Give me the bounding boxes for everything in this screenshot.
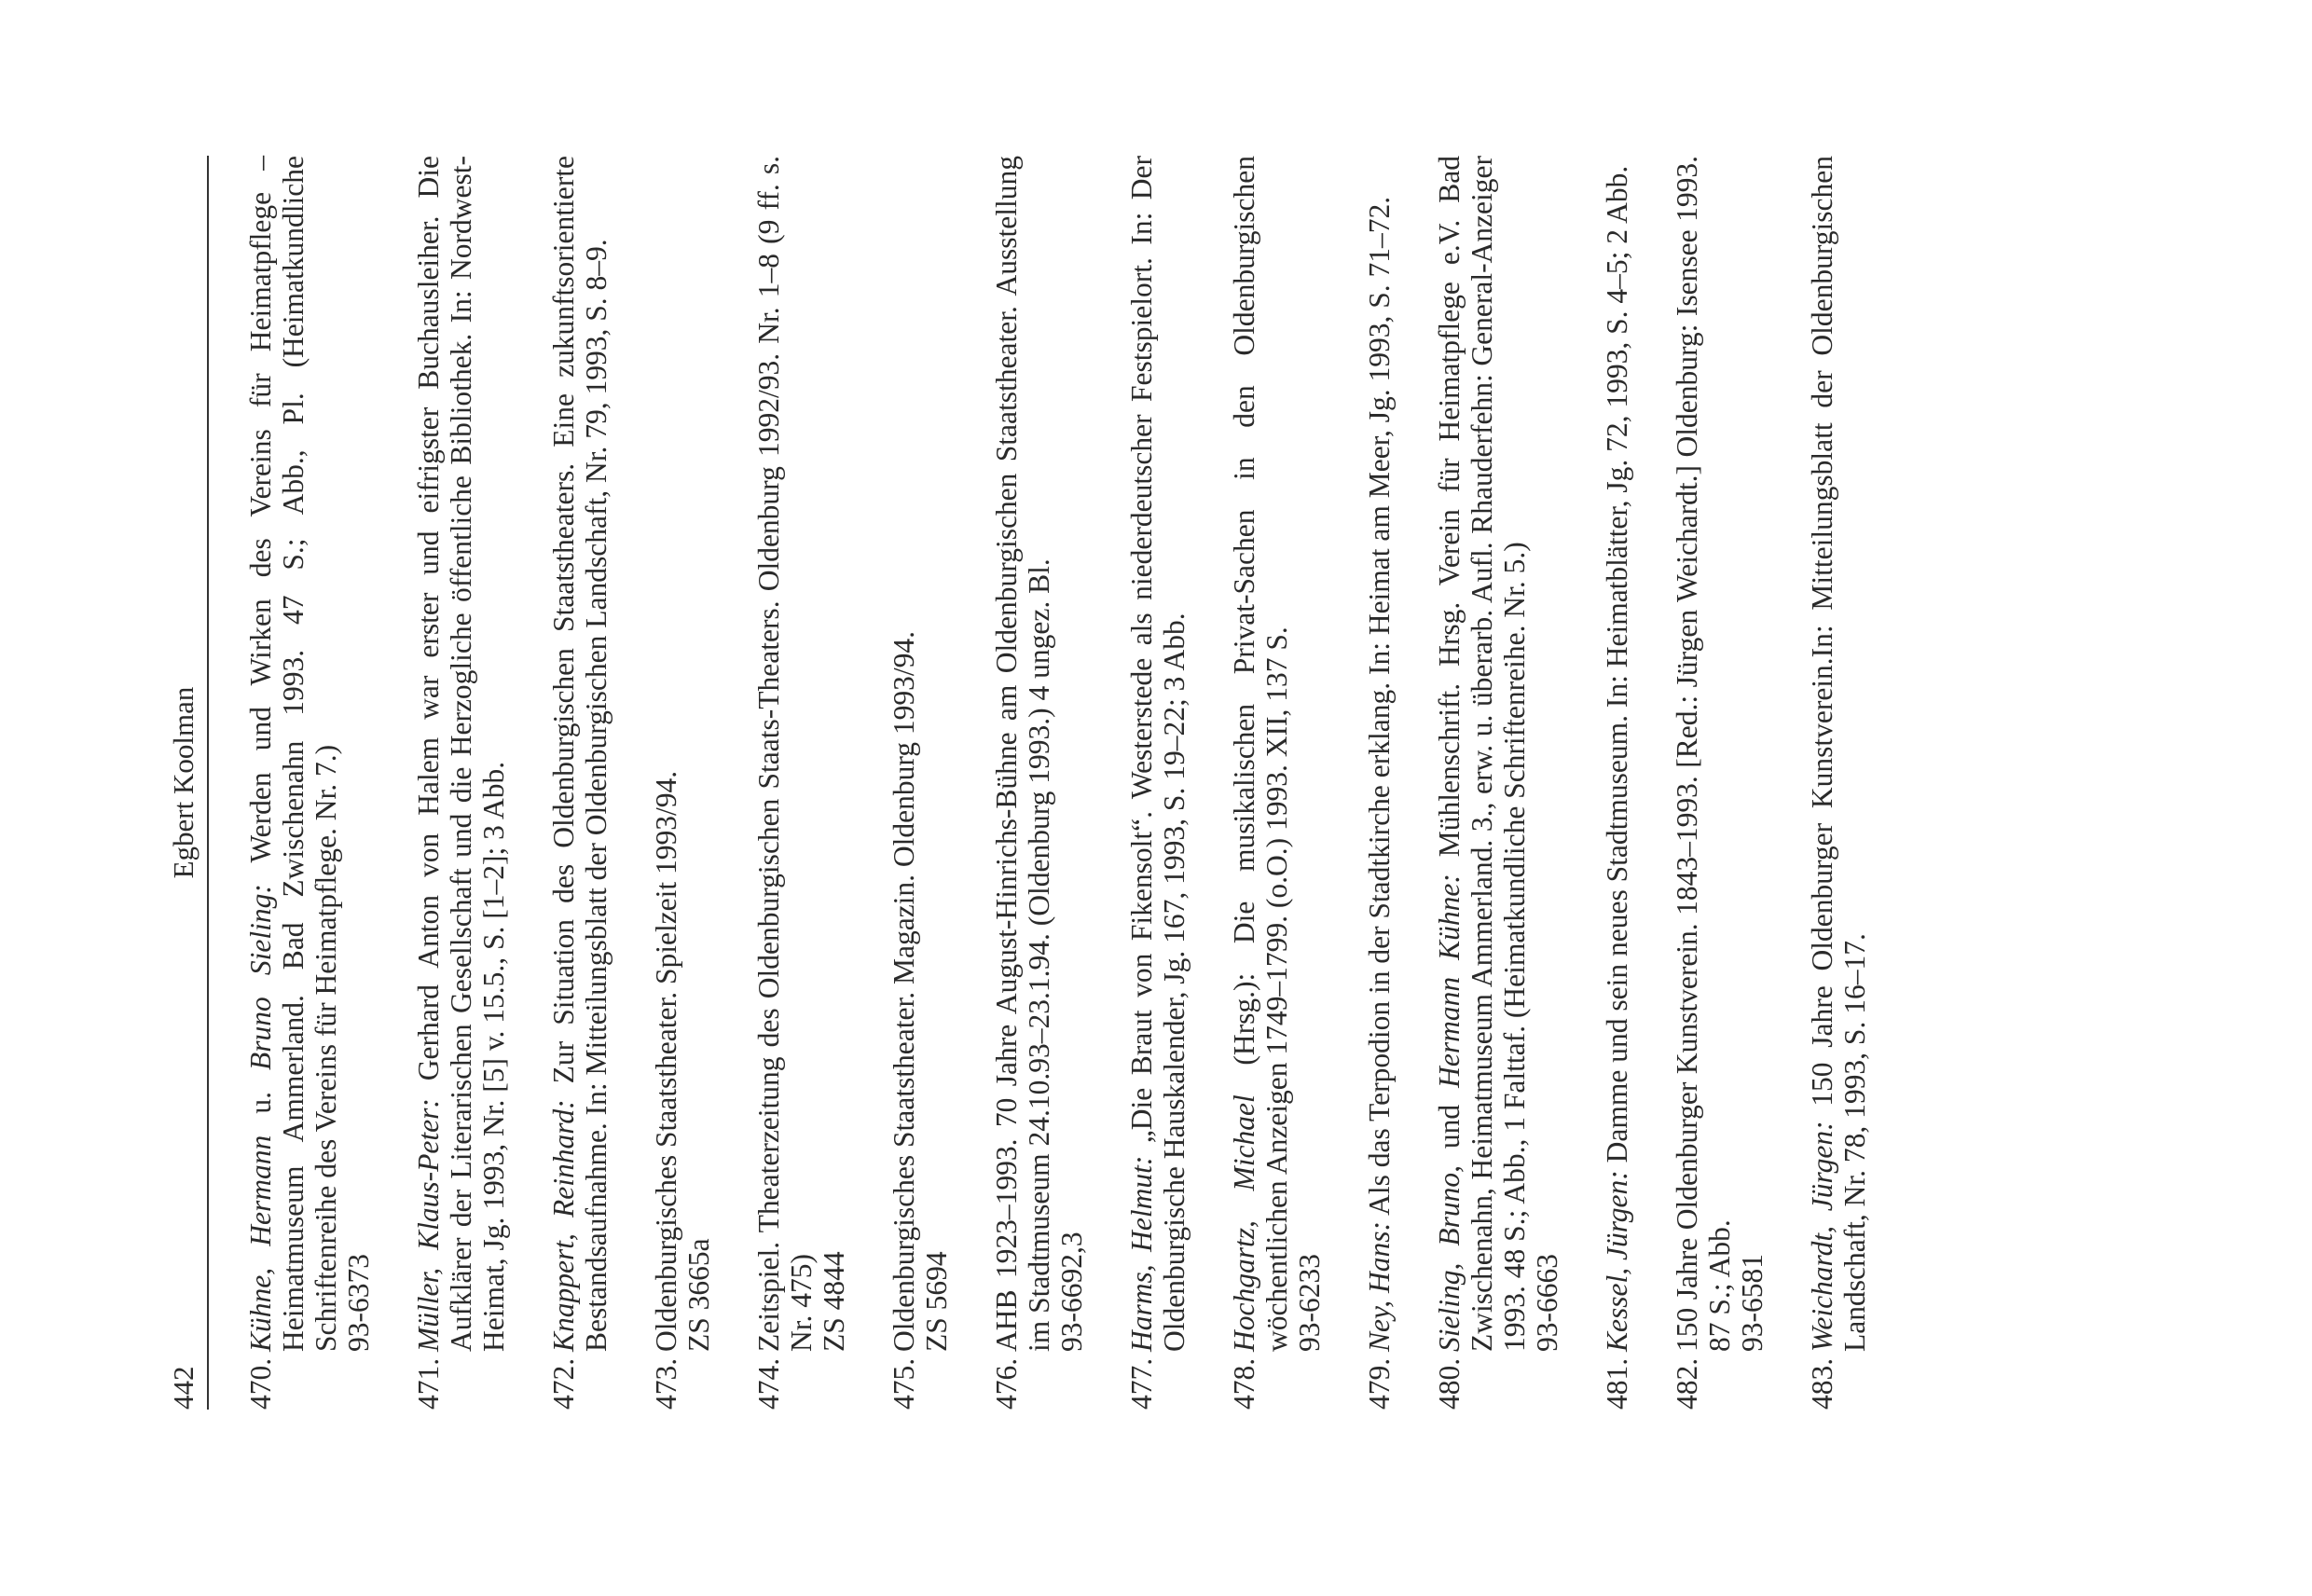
bibliography-entry — [1806, 156, 1871, 1410]
page-number: 442 — [167, 1366, 200, 1410]
bibliography-entry — [412, 156, 510, 1410]
entry-text — [1433, 156, 1531, 1352]
entry-number: 471. — [412, 1357, 445, 1410]
entry-signature: ZS 3665a — [682, 1238, 715, 1352]
entry-text — [547, 156, 612, 1352]
bibliography-entry — [244, 156, 375, 1410]
entry-title: Werden und Wirken des Vereins für Heimatpflege – Heimatmuseum Ammerland. Bad Zwischenahn 1993. 47 S.; Abb., Pl. (Heimatkundliche Schriftenreihe des Vereins für Heimatpflege. Nr. 7.) — [244, 155, 342, 1352]
header-rule — [207, 156, 209, 1410]
bibliography-entry — [990, 156, 1088, 1410]
entry-text: 150 Jahre Oldenburger Kunstverein. 1843–1993. [Red.: Jürgen Weichardt.] Oldenburg: Isensee 1993. 87 S.; Abb. — [1671, 156, 1736, 1352]
entry-title: Als das Terpodion in der Stadtkirche erklang. In: Heimat am Meer, Jg. 1993, S. 71–72. — [1363, 196, 1396, 1222]
bibliography-entry — [888, 156, 953, 1410]
entry-text — [1228, 156, 1293, 1352]
entry-text — [412, 156, 510, 1352]
entry-connector: u. — [244, 1069, 277, 1135]
bibliography-entry — [1228, 156, 1326, 1410]
entry-signature: 93-6373 — [342, 1254, 375, 1352]
entry-connector: und — [1433, 1087, 1466, 1166]
entry-author: Kühne, Hermann — [244, 1135, 277, 1352]
entry-number: 472. — [547, 1357, 580, 1410]
entry-author: Hochgartz, Michael — [1228, 1094, 1260, 1352]
entry-title: Mühlenschrift. Hrsg. Verein für Heimatpflege e.V. Bad Zwischenahn, Heimatmuseum Ammerland. 3., erw. u. überarb. Aufl. Rhauderfehn: General-Anzeiger 1993. 48 S.; Abb., 1 Falttaf. (Heimatkundliche Schriftenreihe. Nr. 5.) — [1433, 156, 1531, 1352]
entry-text — [1125, 156, 1190, 1352]
bibliography-entry — [752, 156, 850, 1410]
entry-number: 470. — [244, 1357, 277, 1410]
entry-title: Zur Situation des Oldenburgischen Staatstheaters. Eine zukunftsorientierte Bestandsaufnahme. In: Mitteilungsblatt der Oldenburgischen Landschaft, Nr. 79, 1993, S. 8–9. — [547, 156, 612, 1352]
bibliography-entry — [1671, 156, 1768, 1410]
entry-number: 481. — [1601, 1357, 1633, 1410]
entry-author: Müller, Klaus-Peter: — [412, 1098, 445, 1352]
entry-text — [1363, 156, 1396, 1352]
entry-author: Knappert, Reinhard: — [547, 1099, 580, 1352]
entry-signature: ZS 5694 — [920, 1251, 953, 1352]
entry-number: 483. — [1806, 1357, 1838, 1410]
entry-number: 478. — [1228, 1357, 1260, 1410]
entry-number: 474. — [752, 1357, 785, 1410]
entry-text: Oldenburgisches Staatstheater. Magazin. Oldenburg 1993/94. — [888, 630, 920, 1352]
entry-number: 480. — [1433, 1357, 1466, 1410]
entry-author: Weichardt, Jürgen: — [1806, 1121, 1838, 1352]
entry-text: Zeitspiel. Theaterzeitung des Oldenburgischen Staats-Theaters. Oldenburg 1992/93. Nr. 1–8 (9 ff. s. Nr. 475) — [752, 156, 818, 1352]
bibliography-entry — [1601, 156, 1633, 1410]
entry-title: (Hrsg.): Die musikalischen Privat-Sachen in den Oldenburgischen wöchentlichen Anzeigen 1749–1799. (o.O.) 1993. XII, 137 S. — [1228, 156, 1293, 1352]
running-head — [164, 156, 203, 1410]
entry-number: 475. — [888, 1357, 920, 1410]
entry-number: 476. — [990, 1357, 1023, 1410]
entry-coauthor: Hermann Kühne: — [1433, 874, 1466, 1088]
entry-title: „Die Braut von Fikensolt“. Westerstede als niederdeutscher Festspielort. In: Der Oldenburgische Hauskalender, Jg. 167, 1993, S. 19–22; 3 Abb. — [1125, 156, 1190, 1352]
bibliography-entry — [1363, 156, 1396, 1410]
bibliography-entry — [1433, 156, 1563, 1410]
entry-text — [1601, 156, 1633, 1352]
entry-title: Damme und sein neues Stadtmuseum. In: Heimatblätter, Jg. 72, 1993, S. 4–5; 2 Abb. — [1601, 165, 1633, 1171]
entry-number: 477. — [1125, 1357, 1158, 1410]
entry-author: Harms, Helmut: — [1125, 1155, 1158, 1352]
entry-signature: 93-6692,3 — [1055, 1231, 1088, 1352]
entry-signature: 93-6233 — [1293, 1254, 1326, 1352]
entry-number: 482. — [1671, 1357, 1703, 1410]
entry-author: Kessel, Jürgen: — [1601, 1170, 1633, 1352]
entry-signature: 93-6581 — [1736, 1254, 1768, 1352]
entry-number: 479. — [1363, 1357, 1396, 1410]
entry-text — [244, 156, 342, 1352]
entry-title: Gerhard Anton von Halem war erster und eifrigster Buchausleiher. Die Aufklärer der Literarischen Gesellschaft und die Herzogliche öffentliche Bibliothek. In: Nordwest-Heimat, Jg. 1993, Nr. [5] v. 15.5., S. [1–2]; 3 Abb. — [412, 156, 510, 1352]
entry-signature: ZS 4844 — [818, 1251, 850, 1352]
entry-author: Sieling, Bruno, — [1433, 1165, 1466, 1352]
entry-text: Oldenburgisches Staatstheater. Spielzeit 1993/94. — [650, 770, 682, 1352]
bibliography-entry — [650, 156, 715, 1410]
entry-text: AHB 1923–1993. 70 Jahre August-Hinrichs-Bühne am Oldenburgischen Staatstheater. Ausstellung im Stadtmuseum 24.10.93–23.1.94. (Oldenburg 1993.) 4 ungez. Bl. — [990, 156, 1055, 1352]
entry-author: Ney, Hans: — [1363, 1221, 1396, 1352]
bibliography-entry — [1125, 156, 1190, 1410]
entry-number: 473. — [650, 1357, 682, 1410]
entry-coauthor: Bruno Sieling: — [244, 884, 277, 1070]
bibliography-entry — [547, 156, 612, 1410]
running-head-author: Egbert Koolman — [167, 686, 200, 879]
entry-text — [1806, 156, 1871, 1352]
bibliography-list — [244, 156, 1908, 1410]
entry-title: 150 Jahre Oldenburger Kunstverein.In: Mitteilungsblatt der Oldenburgischen Landschaft, Nr. 78, 1993, S. 16–17. — [1806, 156, 1871, 1352]
entry-signature: 93-6663 — [1531, 1254, 1563, 1352]
